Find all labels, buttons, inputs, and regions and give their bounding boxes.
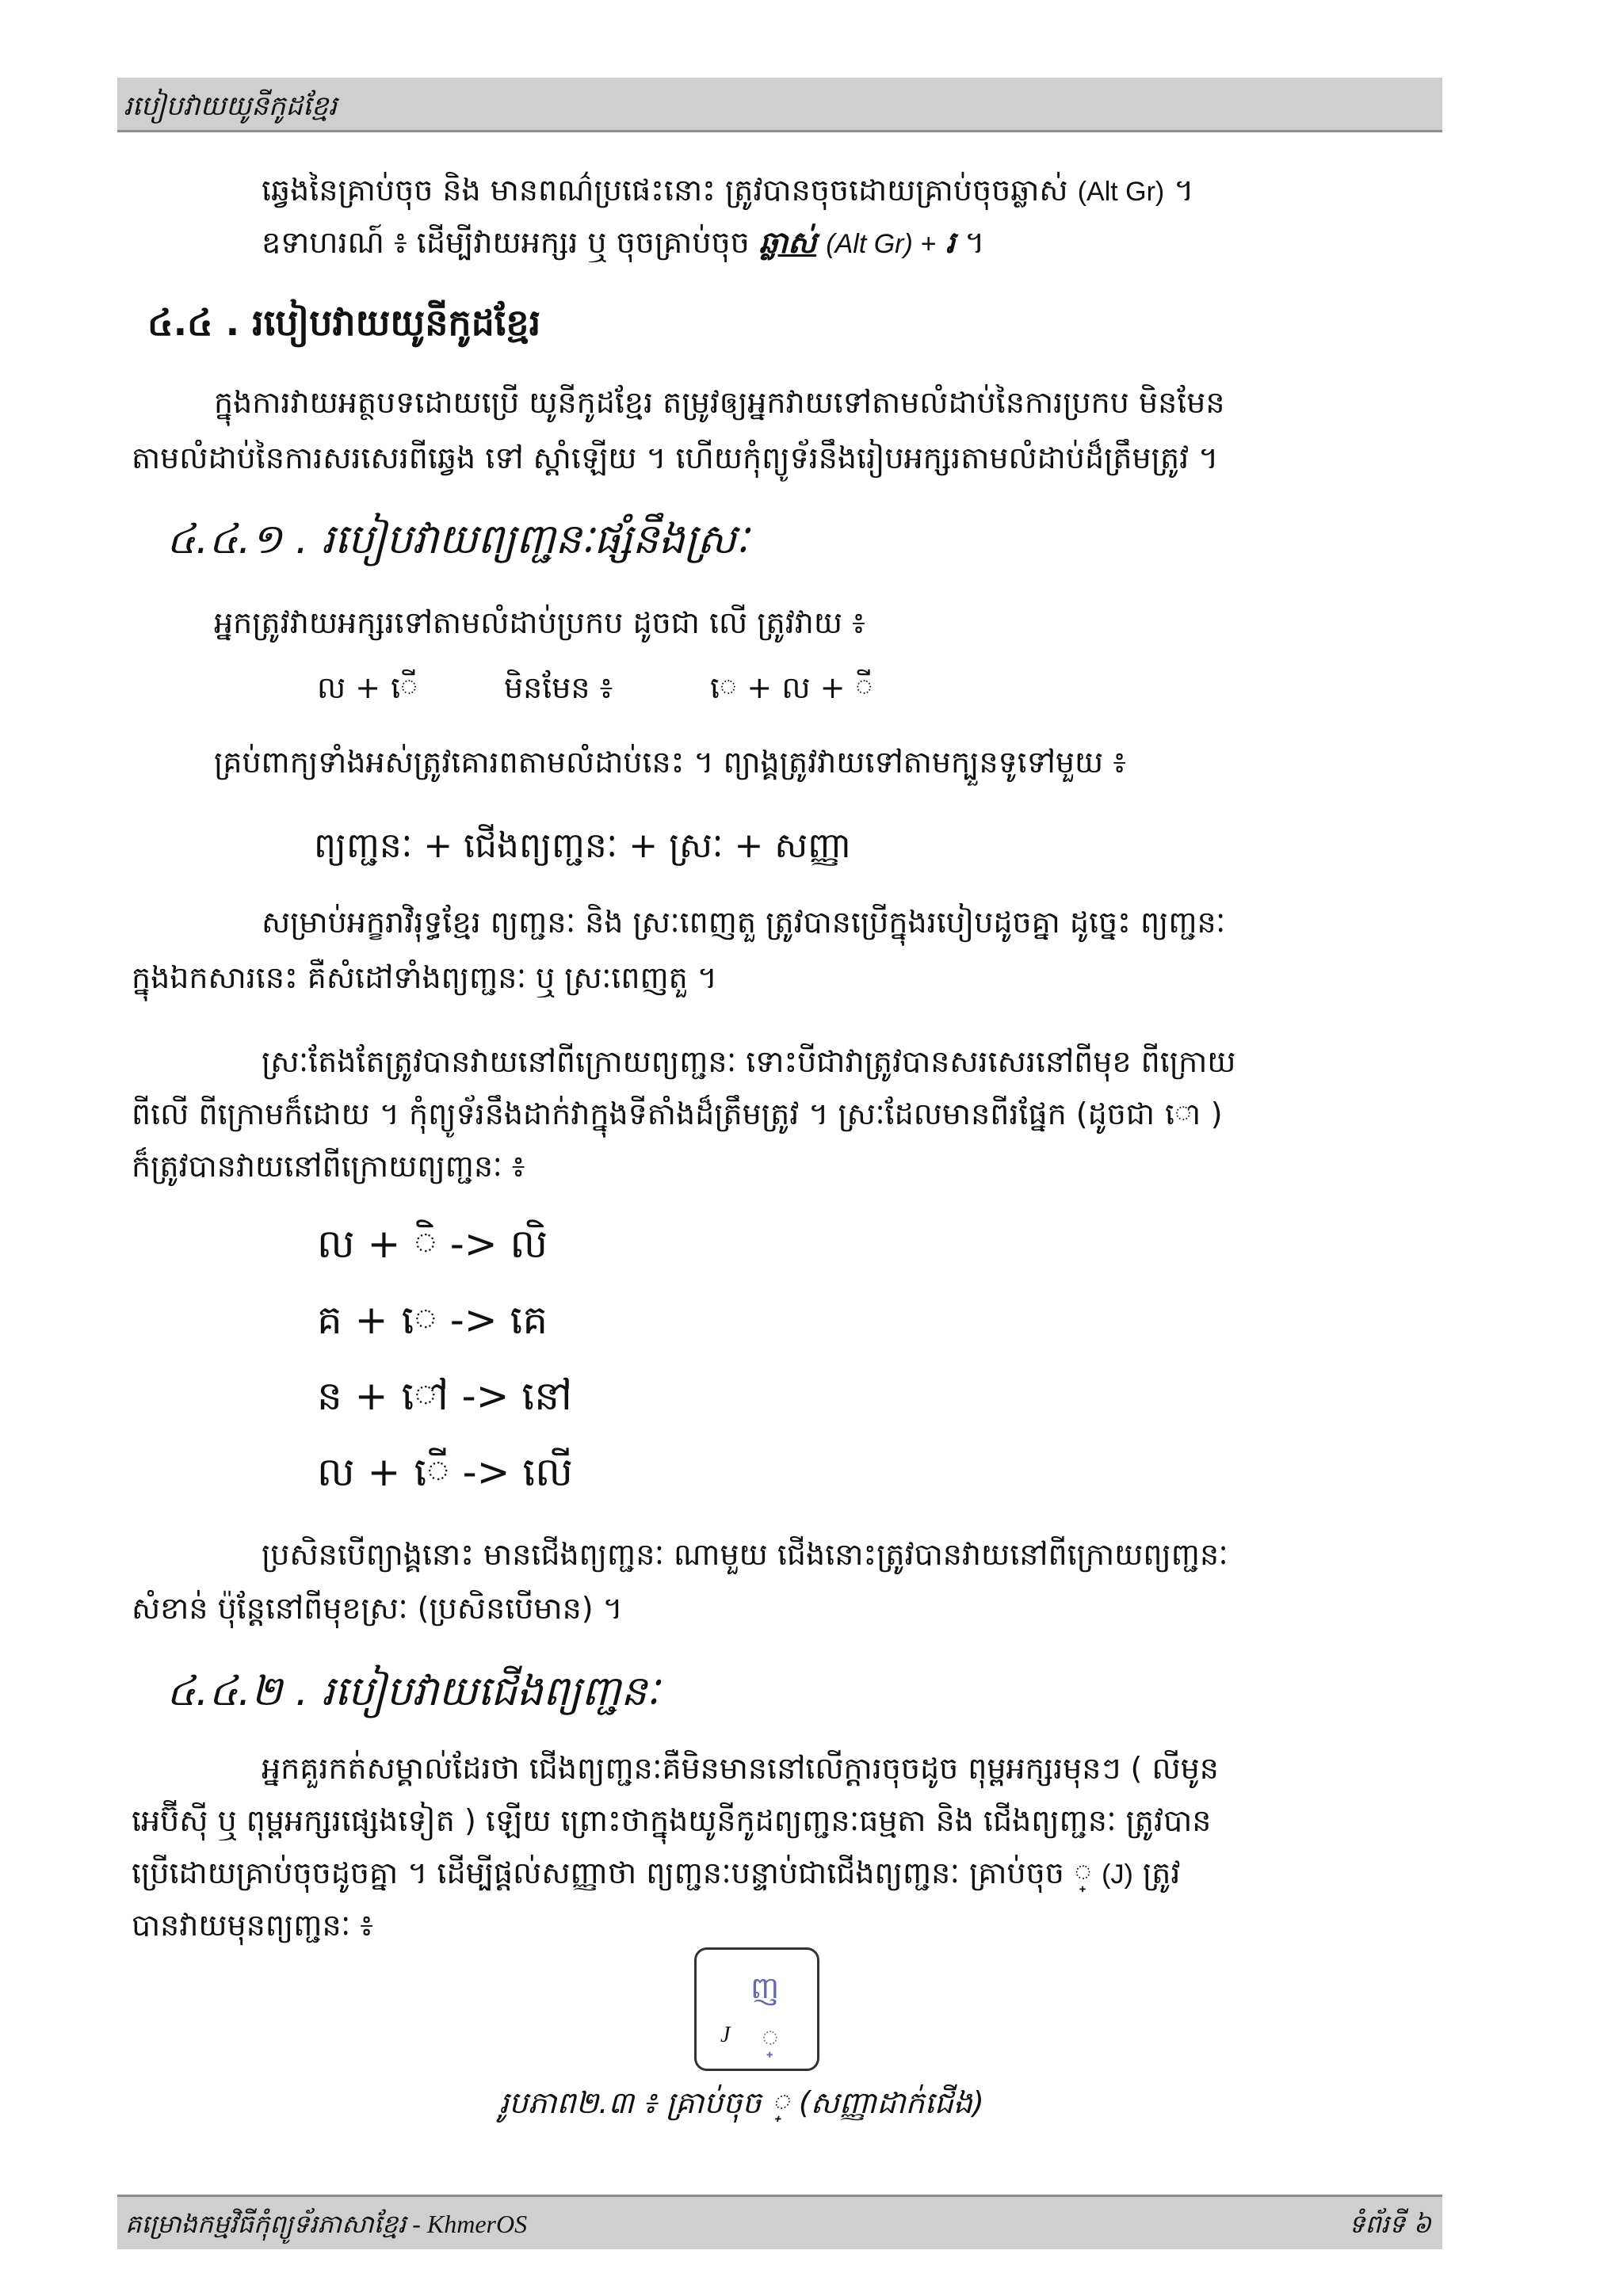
page-number: ទំព័រទី ៦	[1349, 2209, 1431, 2239]
subsection-2-heading: ៤.៤.២ . របៀបវាយជើងព្យញ្ជនៈ	[166, 1668, 660, 1715]
figure-caption: រូបភាព២.៣ ៖ គ្រាប់ចុច ្ (សញ្ញាដាក់ជើង)	[499, 2085, 984, 2120]
section-para-line-1: ក្នុងការវាយអត្ថបទដោយប្រើ យូនីកូដខ្មែរ តម្រូវឲ្យអ្នកវាយទៅតាមលំដាប់នៃការប្រកប មិនមែន	[214, 385, 1225, 420]
keyboard-key-j-image	[694, 1947, 819, 2071]
sub2-para-line-3: ប្រើដោយគ្រាប់ចុចដូចគ្នា ។ ដើម្បីផ្តល់សញ្ញាថា ព្យញ្ជនៈបន្ទាប់ជាជើងព្យញ្ជនៈ គ្រាប់ចុច ្ (J) ត្រូវ	[132, 1855, 1181, 1890]
sub1-para-2: គ្រប់ពាក្យទាំងអស់ត្រូវគោរពតាមលំដាប់នេះ ។ ព្យាង្គត្រូវវាយទៅតាមក្បួនទូទៅមួយ ៖	[214, 745, 1127, 780]
sub1-para-5-line-1: ប្រសិនបើព្យាង្គនោះ មានជើងព្យញ្ជនៈ ណាមួយ ជើងនោះត្រូវបានវាយនៅពីក្រោយព្យញ្ជនៈ	[262, 1537, 1228, 1572]
sub2-para-line-1: អ្នកគួរកត់សម្គាល់ដែរថា ជើងព្យញ្ជនៈគឺមិនមាននៅលើក្តារចុចដូច ពុម្ពអក្សរមុនៗ ( លីមូន	[262, 1751, 1219, 1786]
sub1-example-not: មិនមែន ៖	[504, 670, 613, 705]
vowel-example-row: ល + -> លិ	[317, 1221, 548, 1267]
sub1-para-1: អ្នកត្រូវវាយអក្សរទៅតាមលំដាប់ប្រកប ដូចជា លើ ត្រូវវាយ ៖	[214, 605, 865, 640]
vowel-example-row: ល + -> លើ	[317, 1449, 573, 1495]
subsection-1-heading: ៤.៤.១ . របៀបវាយព្យញ្ជនៈផ្សំនឹងស្រៈ	[166, 516, 749, 563]
footer-project: គម្រោងកម្មវិធីកុំព្យូទ័រភាសាខ្មែរ - KhmerOS	[125, 2209, 528, 2239]
page-footer	[117, 2195, 1442, 2249]
key-latin-label: J	[720, 2023, 731, 2047]
syllable-formula: ព្យញ្ជនៈ + ជើងព្យញ្ជនៈ + ស្រៈ + សញ្ញា	[314, 826, 852, 866]
sub1-para-4-line-3: ក៏ត្រូវបានវាយនៅពីក្រោយព្យញ្ជនៈ ៖	[132, 1149, 525, 1184]
sub1-example-correct: ល + ើ	[317, 670, 418, 705]
section-para-line-2: តាមលំដាប់នៃការសរសេរពីឆ្វេង ទៅ ស្តាំឡើយ ។ ហើយកុំព្យូទ័រនឹងរៀបអក្សរតាមលំដាប់ដ៏ត្រឹមត្រូវ ។	[132, 441, 1219, 475]
sub2-para-line-4: បានវាយមុនព្យញ្ជនៈ ៖	[132, 1908, 373, 1943]
vowel-example-row: គ + -> គេ	[317, 1297, 548, 1343]
sub1-para-5-line-2: សំខាន់ ប៉ុន្តែនៅពីមុខស្រៈ (ប្រសិនបើមាន) ។	[132, 1591, 623, 1626]
vowel-example-row: ន + -> នៅ	[317, 1373, 572, 1419]
intro-line-2: ឧទាហរណ៍ ៖ ដើម្បីវាយអក្សរ ឬ ចុចគ្រាប់ចុច ឆ្លាស់ (Alt Gr) + រ ។	[262, 225, 985, 260]
intro-line-1: ឆ្វេងនៃគ្រាប់ចុច និង មានពណ៌ប្រផេះនោះ ត្រូវបានចុចដោយគ្រាប់ចុចឆ្លាស់ (Alt Gr) ។	[262, 173, 1194, 208]
header-title: របៀបវាយយូនីកូដខ្មែរ	[124, 90, 338, 122]
key-coeng-glyph: ្	[762, 2021, 780, 2056]
sub1-example-wrong: េ + ល + ី	[710, 670, 873, 705]
sub1-para-4-line-1: ស្រៈតែងតែត្រូវបានវាយនៅពីក្រោយព្យញ្ជនៈ ទោះបីជាវាត្រូវបានសរសេរនៅពីមុខ ពីក្រោយ	[262, 1044, 1236, 1079]
key-upper-glyph: ញ	[750, 1970, 780, 2005]
sub1-para-4-line-2: ពីលើ ពីក្រោមក៏ដោយ ។ កុំព្យូទ័រនឹងដាក់វាក្នុងទីតាំងដ៏ត្រឹមត្រូវ ។ ស្រៈដែលមានពីរផ្នែក (ដូចជា ោ )	[132, 1097, 1223, 1131]
sub2-para-line-2: អេប៊ីស៊ី ឬ ពុម្ពអក្សរផ្សេងទៀត ) ឡើយ ព្រោះថាក្នុងយូនីកូដព្យញ្ជនៈធម្មតា និង ជើងព្យញ្ជនៈ ត្រូវបាន	[132, 1803, 1212, 1838]
page-header	[117, 78, 1442, 132]
sub1-para-3-line-1: សម្រាប់អក្ខរាវិរុទ្ធខ្មែរ ព្យញ្ជនៈ និង ស្រៈពេញតួ ត្រូវបានប្រើក្នុងរបៀបដូចគ្នា ដូច្នេះ ព្យញ្ជនៈ	[262, 905, 1226, 940]
sub1-para-3-line-2: ក្នុងឯកសារនេះ គឺសំដៅទាំងព្យញ្ជនៈ ឬ ស្រៈពេញតួ ។	[132, 960, 717, 995]
section-heading: ៤.៤ . របៀបវាយយូនីកូដខ្មែរ	[147, 301, 541, 344]
